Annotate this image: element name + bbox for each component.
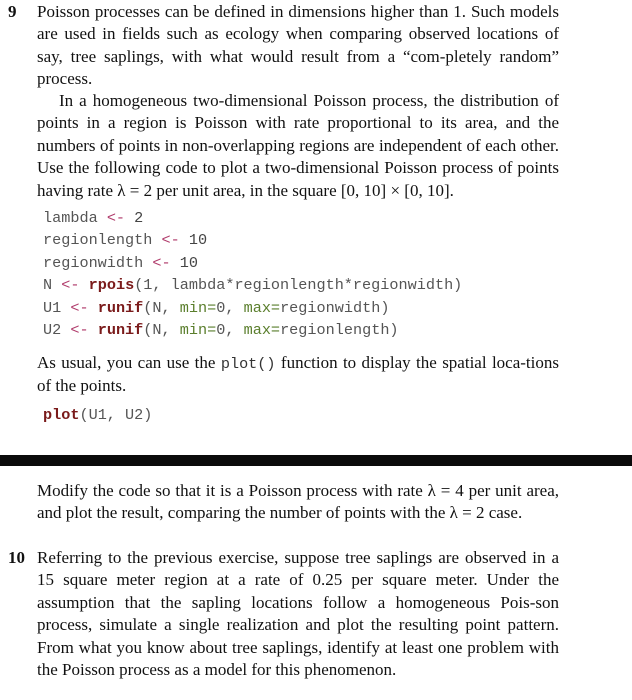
exercise-9-modify: Modify the code so that it is a Poisson process with rate λ = 4 per unit area, and plot the result, comparing the number of points with the λ = 2 case. <box>37 481 559 523</box>
exercise-10-text: Referring to the previous exercise, suppose tree saplings are observed in a 15 square meter region at a rate of 0.25 per square meter. Under the assumption that the sapling locations follow a homogeneous Pois-son process, simulate a single realization and plot the resulting point pattern. From what you know about tree saplings, identify at least one problem with the Poisson process as a model for this phenomenon. <box>37 548 559 680</box>
exercise-9-intro: Poisson processes can be defined in dimensions higher than 1. Such models are used in fields such as ecology when comparing observed locations of say, tree saplings, with what would result from a “com-pletely random” process. <box>37 2 559 89</box>
code-line-4: N <- rpois(1, lambda*regionlength*regionwidth) <box>43 276 463 295</box>
code-block <box>43 207 462 341</box>
code-line-5: U1 <- runif(N, min=0, max=regionwidth) <box>43 298 390 317</box>
plot-code-line: plot(U1, U2) <box>43 406 153 424</box>
exercise-9-description: In a homogeneous two-dimensional Poisson process, the distribution of points in a region is Poisson with rate proportional to its area, and the numbers of points in non-overlapping regions are independent of each other. Use the following code to plot a two-dimensional Poisson process of points having rate λ = 2 per unit area, in the square [0, 10] × [0, 10]. <box>37 91 559 200</box>
plot-instructions: As usual, you can use the plot() function to display the spatial loca-tions of the points. <box>37 353 559 396</box>
plot-inline-code: plot() <box>220 355 276 373</box>
code-line-2: regionlength <- 10 <box>43 231 208 250</box>
page-break-bar <box>0 455 632 466</box>
exercise-9-number: 9 <box>8 2 17 21</box>
code-line-3: regionwidth <- 10 <box>43 253 198 272</box>
exercise-10-number: 10 <box>8 548 25 567</box>
code-line-6: U2 <- runif(N, min=0, max=regionlength) <box>43 321 399 340</box>
code-line-1: lambda <- 2 <box>43 209 144 227</box>
